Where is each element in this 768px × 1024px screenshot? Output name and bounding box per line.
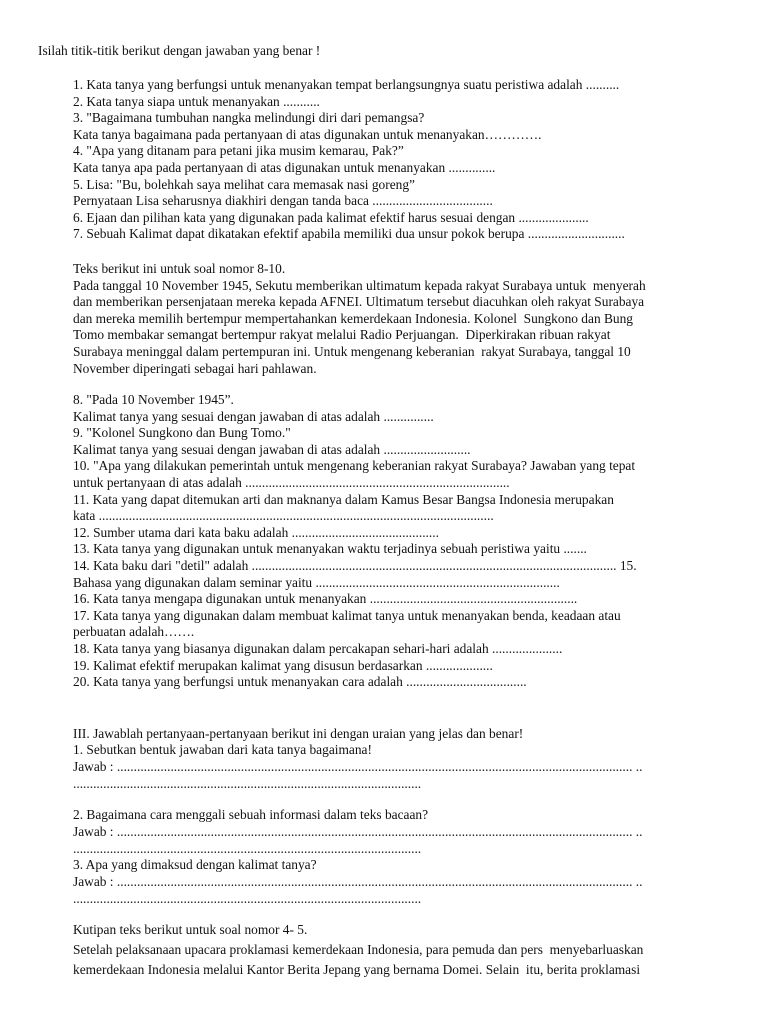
question-line: 10. "Apa yang dilakukan pemerintah untuk mengenang keberanian rakyat Surabaya? Jawaban yang tepat	[73, 458, 636, 474]
essay-line: 1. Sebutkan bentuk jawaban dari kata tanya bagaimana!	[73, 742, 372, 757]
question-line: 4. "Apa yang ditanam para petani jika musim kemarau, Pak?”	[73, 143, 404, 159]
question-line: 1. Kata tanya yang berfungsi untuk menanyakan tempat berlangsungnya suatu peristiwa adalah ..........	[73, 77, 620, 92]
question-line: Bahasa yang digunakan dalam seminar yaitu .........................................................................	[73, 574, 560, 590]
question-line: 2. Kata tanya siapa untuk menanyakan ...........	[73, 93, 320, 109]
passage-line: Pada tanggal 10 November 1945, Sekutu memberikan ultimatum kepada rakyat Surabaya untuk menyerah	[73, 277, 646, 293]
instruction-text: Isilah titik-titik berikut dengan jawaban yang benar !	[38, 43, 321, 58]
question-line: 20. Kata tanya yang berfungsi untuk menanyakan cara adalah ....................................	[73, 674, 527, 690]
question-line: 19. Kalimat efektif merupakan kalimat yang disusun berdasarkan ....................	[73, 657, 493, 673]
question-line: 18. Kata tanya yang biasanya digunakan dalam percakapan sehari-hari adalah .....................	[73, 641, 563, 656]
essay-line: Jawab : .......................................................................................................................................................... ..	[73, 759, 643, 774]
essay-line: Jawab : .......................................................................................................................................................... ..	[73, 874, 643, 889]
question-line: 5. Lisa: "Bu, bolehkah saya melihat cara memasak nasi goreng”	[73, 176, 415, 192]
question-line: 9. "Kolonel Sungkono dan Bung Tomo."	[73, 425, 291, 441]
question-line: 8. "Pada 10 November 1945”.	[73, 392, 234, 407]
essay-line: ........................................................................................................	[73, 776, 422, 791]
question-line: 17. Kata tanya yang digunakan dalam membuat kalimat tanya untuk menanyakan benda, keadaan atau	[73, 607, 621, 623]
passage-line: Tomo membakar semangat bertempur rakyat melalui Radio Perjuangan. Diperkirakan ribuan rakyat	[73, 327, 611, 343]
question-line: perbuatan adalah…….	[73, 624, 195, 640]
essay-line: ........................................................................................................	[73, 891, 422, 906]
passage-line: Kutipan teks berikut untuk soal nomor 4- 5.	[73, 922, 308, 937]
question-line: 12. Sumber utama dari kata baku adalah ............................................	[73, 524, 439, 540]
question-line: Kata tanya bagaimana pada pertanyaan di atas digunakan untuk menanyakan………….	[73, 126, 542, 142]
passage-line: dan mereka memilih bertempur mempertahankan kemerdekaan Indonesia. Kolonel Sungkono dan Bung	[73, 310, 634, 326]
essay-line: 3. Apa yang dimaksud dengan kalimat tanya?	[73, 857, 317, 872]
essay-line: Jawab : .......................................................................................................................................................... ..	[73, 824, 643, 839]
passage-line: dan memberikan persenjataan mereka kepada AFNEI. Ultimatum tersebut diacuhkan oleh rakyat Surabaya	[73, 294, 645, 310]
passage-line: November diperingati sebagai hari pahlawan.	[73, 360, 317, 376]
question-line: 7. Sebuah Kalimat dapat dikatakan efektif apabila memiliki dua unsur pokok berupa .............................	[73, 226, 625, 242]
essay-line: ........................................................................................................	[73, 841, 422, 856]
question-line: 11. Kata yang dapat ditemukan arti dan maknanya dalam Kamus Besar Bangsa Indonesia merupakan	[73, 491, 614, 507]
question-line: Kata tanya apa pada pertanyaan di atas digunakan untuk menanyakan ..............	[73, 160, 496, 175]
essay-line: 2. Bagaimana cara menggali sebuah informasi dalam teks bacaan?	[73, 807, 429, 822]
question-line: 6. Ejaan dan pilihan kata yang digunakan pada kalimat efektif harus sesuai dengan .....................	[73, 209, 589, 225]
passage-line: kemerdekaan Indonesia melalui Kantor Berita Jepang yang bernama Domei. Selain itu, berita proklamasi	[73, 962, 641, 977]
question-line: Kalimat tanya yang sesuai dengan jawaban di atas adalah ...............	[73, 408, 434, 424]
passage-line: Teks berikut ini untuk soal nomor 8-10.	[73, 261, 286, 276]
essay-line: III. Jawablah pertanyaan-pertanyaan berikut ini dengan uraian yang jelas dan benar!	[73, 726, 524, 741]
question-line: 14. Kata baku dari "detil" adalah ............................................................................................................. 15.	[73, 558, 637, 573]
question-line: Pernyataan Lisa seharusnya diakhiri dengan tanda baca ....................................	[73, 193, 493, 209]
question-line: Kalimat tanya yang sesuai dengan jawaban di atas adalah ..........................	[73, 441, 471, 457]
question-line: 16. Kata tanya mengapa digunakan untuk menanyakan ..............................................................	[73, 591, 578, 607]
question-line: kata ......................................................................................................................	[73, 508, 494, 524]
question-line: 3. "Bagaimana tumbuhan nangka melindungi diri dari pemangsa?	[73, 110, 425, 126]
question-line: untuk pertanyaan di atas adalah ...............................................................................	[73, 475, 510, 490]
passage-line: Surabaya meninggal dalam pertempuran ini. Untuk mengenang keberanian rakyat Surabaya, tanggal 10	[73, 344, 631, 359]
question-line: 13. Kata tanya yang digunakan untuk menanyakan waktu terjadinya sebuah peristiwa yaitu .......	[73, 541, 587, 557]
passage-line: Setelah pelaksanaan upacara proklamasi kemerdekaan Indonesia, para pemuda dan pers menyebarluaskan	[73, 942, 644, 957]
